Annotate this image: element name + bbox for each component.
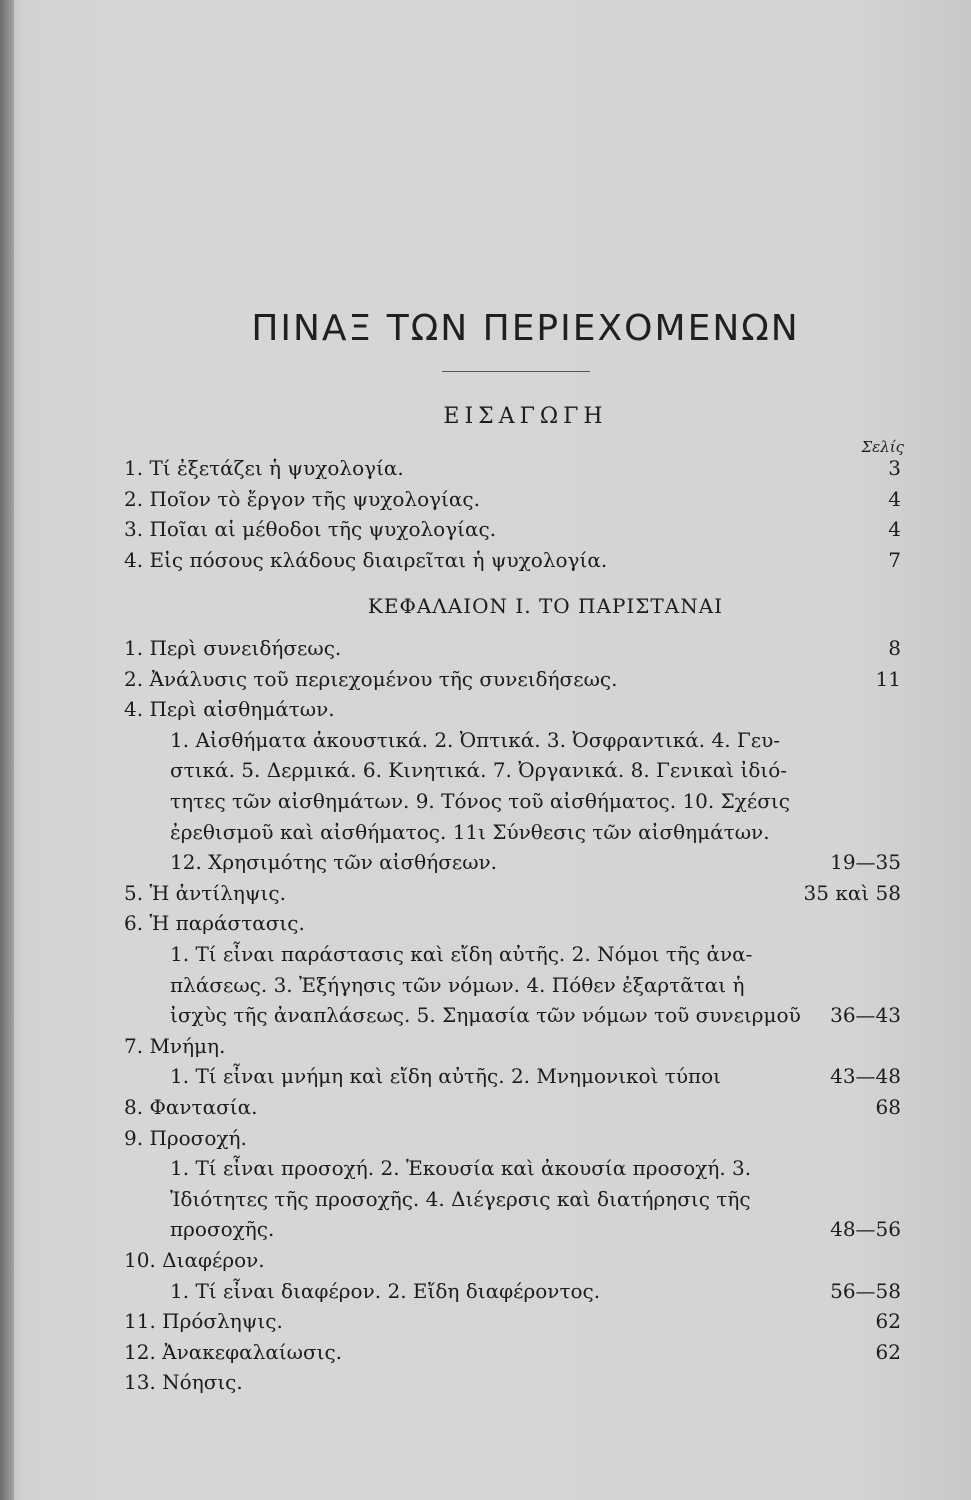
toc-line-text: 5. Ἡ ἀντίληψις. bbox=[124, 880, 286, 905]
toc-line bbox=[170, 848, 901, 876]
toc-line bbox=[170, 971, 901, 999]
toc-line-page: 11 bbox=[875, 666, 901, 691]
toc-line-text: προσοχῆς. bbox=[170, 1217, 275, 1242]
toc-line-page: 43—48 bbox=[830, 1064, 901, 1089]
toc-line-text: Ἰδιότητες τῆς προσοχῆς. 4. Διέγερσις καὶ διατήρησις τῆς bbox=[170, 1186, 751, 1211]
toc-line bbox=[170, 818, 901, 846]
toc-line bbox=[170, 787, 901, 815]
toc-line bbox=[170, 756, 901, 784]
page-column-label: Σελίς bbox=[861, 438, 904, 456]
book-spine-shadow bbox=[0, 0, 14, 1500]
toc-line-text: 12. Ἀνακεφαλαίωσις. bbox=[124, 1339, 343, 1364]
toc-line-text: 4. Περὶ αἰσθημάτων. bbox=[124, 697, 335, 722]
toc-line bbox=[124, 1368, 901, 1396]
toc-line-page: 3 bbox=[888, 456, 901, 480]
toc-line-text: 1. Τί εἶναι διαφέρον. 2. Εἴδη διαφέροντος. bbox=[170, 1278, 601, 1303]
toc-line bbox=[124, 1307, 901, 1335]
toc-line-page: 62 bbox=[875, 1309, 901, 1334]
toc-line-page: 4 bbox=[888, 486, 901, 511]
toc-line-text: στικά. 5. Δερμικά. 6. Κινητικά. 7. Ὀργανικά. 8. Γενικαὶ ἰδιό- bbox=[170, 758, 788, 783]
toc-line-text: 8. Φαντασία. bbox=[124, 1095, 258, 1119]
toc-line-page: 56—58 bbox=[830, 1278, 901, 1303]
toc-line-page: 4 bbox=[888, 517, 901, 541]
toc-line-text: 1. Τί εἶναι προσοχή. 2. Ἑκουσία καὶ ἀκουσία προσοχή. 3. bbox=[170, 1156, 752, 1181]
toc-line bbox=[124, 1124, 901, 1152]
toc-line-text: 1. Τί ἐξετάζει ἡ ψυχολογία. bbox=[124, 456, 404, 480]
intro-heading: ΕΙΣΑΓΩΓΗ bbox=[443, 404, 608, 429]
toc-line bbox=[124, 485, 901, 513]
toc-line-text: 6. Ἡ παράστασις. bbox=[124, 911, 305, 936]
toc-line bbox=[170, 726, 901, 754]
toc-line-text: 4. Εἰς πόσους κλάδους διαιρεῖται ἡ ψυχολογία. bbox=[124, 547, 608, 572]
title-divider bbox=[442, 371, 590, 372]
toc-line-text: 1. Τί εἶναι μνήμη καὶ εἴδη αὐτῆς. 2. Μνημονικοὶ τύποι bbox=[170, 1064, 722, 1089]
toc-line bbox=[170, 1215, 901, 1243]
toc-line-page: 48—56 bbox=[830, 1217, 901, 1242]
toc-line bbox=[124, 546, 901, 574]
toc-line bbox=[124, 695, 901, 723]
toc-line-page: 8 bbox=[888, 636, 901, 660]
toc-line bbox=[124, 909, 901, 937]
toc-line bbox=[124, 1338, 901, 1366]
toc-line bbox=[124, 879, 901, 907]
toc-line-text: 11. Πρόσληψις. bbox=[124, 1309, 283, 1334]
toc-line-text: τητες τῶν αἰσθημάτων. 9. Τόνος τοῦ αἰσθήματος. 10. Σχέσις bbox=[170, 789, 790, 813]
toc-line bbox=[124, 1246, 901, 1274]
toc-line-page: 7 bbox=[888, 547, 901, 572]
toc-line-text: 1. Τί εἶναι παράστασις καὶ εἴδη αὐτῆς. 2. Νόμοι τῆς ἀνα- bbox=[170, 942, 753, 966]
toc-line-text: ἰσχὺς τῆς ἀναπλάσεως. 5. Σημασία τῶν νόμων τοῦ συνειρμοῦ bbox=[170, 1003, 801, 1028]
toc-line bbox=[124, 665, 901, 693]
toc-line bbox=[124, 515, 901, 543]
toc-line bbox=[170, 1277, 901, 1305]
toc-line bbox=[124, 1093, 901, 1121]
toc-line-text: 13. Νόησις. bbox=[124, 1370, 243, 1395]
toc-line bbox=[170, 1154, 901, 1182]
toc-line-text: 1. Αἰσθήματα ἀκουστικά. 2. Ὀπτικά. 3. Ὀσφραντικά. 4. Γευ- bbox=[170, 727, 781, 752]
toc-line-text: 2. Ποῖον τὸ ἔργον τῆς ψυχολογίας. bbox=[124, 486, 480, 511]
toc-line-page: 36—43 bbox=[830, 1003, 901, 1028]
toc-line-page: 68 bbox=[875, 1095, 901, 1119]
toc-line-text: 2. Ἀνάλυσις τοῦ περιεχομένου τῆς συνειδήσεως. bbox=[124, 666, 618, 691]
toc-line-text: 10. Διαφέρον. bbox=[124, 1248, 265, 1272]
toc-line-text: 3. Ποῖαι αἱ μέθοδοι τῆς ψυχολογίας. bbox=[124, 517, 497, 541]
toc-line-text: ἐρεθισμοῦ καὶ αἰσθήματος. 11ι Σύνθεσις τῶν αἰσθημάτων. bbox=[170, 819, 770, 844]
toc-line-page: 62 bbox=[875, 1339, 901, 1364]
toc-line bbox=[124, 1032, 901, 1060]
toc-line-text: πλάσεως. 3. Ἐξήγησις τῶν νόμων. 4. Πόθεν ἐξαρτᾶται ἡ bbox=[170, 972, 745, 997]
toc-line-text: 1. Περὶ συνειδήσεως. bbox=[124, 636, 342, 660]
toc-line bbox=[170, 1185, 901, 1213]
toc-line-text: 12. Χρησιμότης τῶν αἰσθήσεων. bbox=[170, 850, 498, 875]
toc-line bbox=[170, 1062, 901, 1090]
toc-line-page: 35 καὶ 58 bbox=[803, 880, 901, 905]
chapter-heading: ΚΕΦΑΛΑΙΟΝ Ι. ΤΟ ΠΑΡΙΣΤΑΝΑΙ bbox=[367, 594, 724, 618]
toc-line bbox=[170, 940, 901, 968]
toc-line-text: 9. Προσοχή. bbox=[124, 1125, 247, 1150]
toc-line bbox=[170, 1001, 901, 1029]
toc-line-text: 7. Μνήμη. bbox=[124, 1033, 226, 1058]
toc-line bbox=[124, 454, 901, 482]
toc-line-page: 19—35 bbox=[830, 850, 901, 875]
page-title: ΠΙΝΑΞ ΤΩΝ ΠΕΡΙΕΧΟΜΕΝΩΝ bbox=[251, 308, 800, 349]
toc-line bbox=[124, 634, 901, 662]
